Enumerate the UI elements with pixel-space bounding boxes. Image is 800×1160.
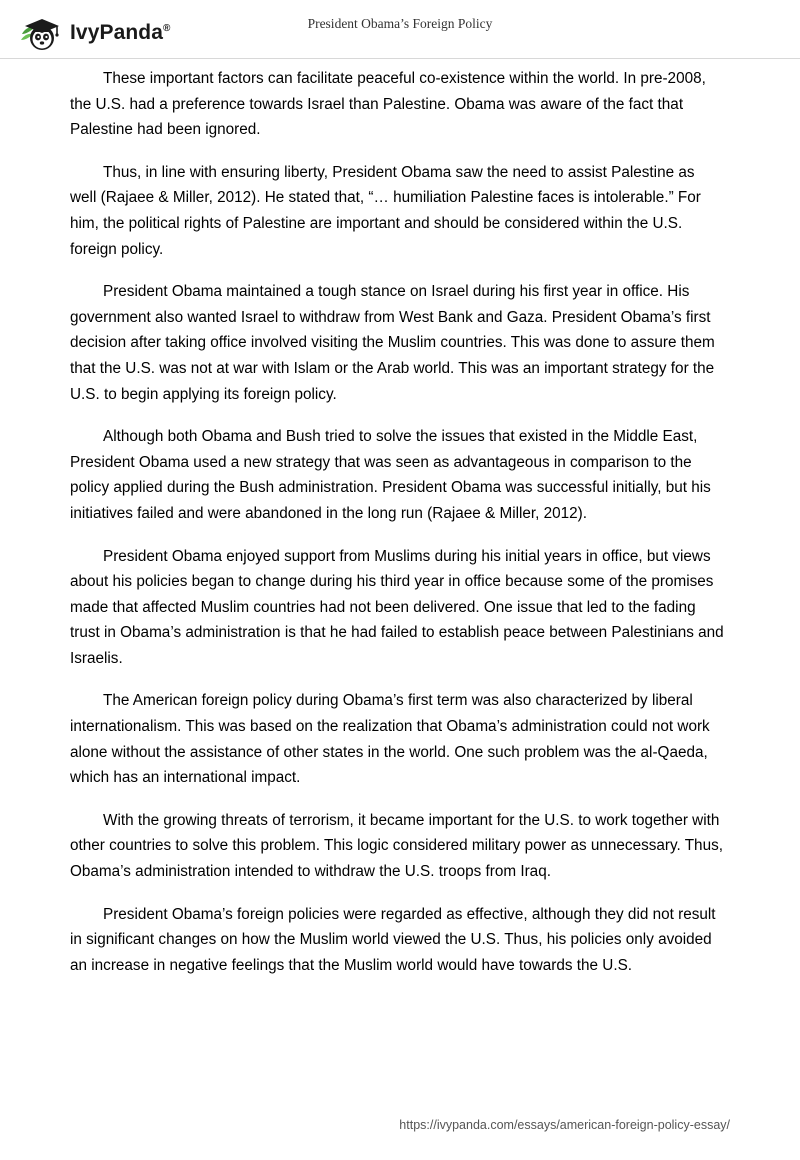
paragraph: Although both Obama and Bush tried to solve the issues that existed in the Middle East, President Obama used a new strategy that was seen as advantageous in comparison to the policy applied during the Bush administration. President Obama was successful initially, but his initiatives failed and were abandoned in the long run (Rajaee & Miller, 2012). xyxy=(70,428,711,522)
document-body xyxy=(70,66,724,995)
paragraph: President Obama enjoyed support from Muslims during his initial years in office, but views about his policies began to change during his third year in office because some of the promises made that affected Muslim countries had not been delivered. One issue that led to the fading trust in Obama’s administration is that he had failed to establish peace between Palestinians and Israelis. xyxy=(70,547,724,667)
page-header xyxy=(0,0,800,62)
paragraph: These important factors can facilitate peaceful co-existence within the world. In pre-2008, the U.S. had a preference towards Israel than Palestine. Obama was aware of the fact that Palestine had been ignored. xyxy=(70,70,706,139)
source-url-link[interactable]: https://ivypanda.com/essays/american-foreign-policy-essay/ xyxy=(399,1118,730,1132)
paragraph: President Obama maintained a tough stance on Israel during his first year in office. His government also wanted Israel to withdraw from West Bank and Gaza. President Obama’s first decision after taking office involved visiting the Muslim countries. This was done to assure them that the U.S. was not at war with Islam or the Arab world. This was an important strategy for the U.S. to begin applying its foreign policy. xyxy=(70,283,715,403)
paragraph: President Obama’s foreign policies were regarded as effective, although they did not result in significant changes on how the Muslim world viewed the U.S. Thus, his policies only avoided an increase in negative feelings that the Muslim world would have towards the U.S. xyxy=(70,905,716,974)
brand-name-text: IvyPanda xyxy=(70,21,164,44)
paragraph: With the growing threats of terrorism, it became important for the U.S. to work together with other countries to solve this problem. This logic considered military power as unnecessary. Thus, Obama’s administration intended to withdraw the U.S. troops from Iraq. xyxy=(70,811,723,881)
paragraph: Thus, in line with ensuring liberty, President Obama saw the need to assist Palestine as well (Rajaee & Miller, 2012). He stated that, “… humiliation Palestine faces is intolerable.” For him, the political rights of Palestine are important and should be considered within the U.S. foreign policy. xyxy=(70,163,701,258)
header-divider xyxy=(0,58,800,59)
page-title: President Obama’s Foreign Policy xyxy=(307,16,493,31)
paragraph: The American foreign policy during Obama’s first term was also characterized by liberal internationalism. This was based on the realization that Obama’s administration could not work alone without the assistance of other states in the world. One such problem was the al-Qaeda, which has an international impact. xyxy=(70,692,710,787)
registered-mark: ® xyxy=(163,23,171,34)
